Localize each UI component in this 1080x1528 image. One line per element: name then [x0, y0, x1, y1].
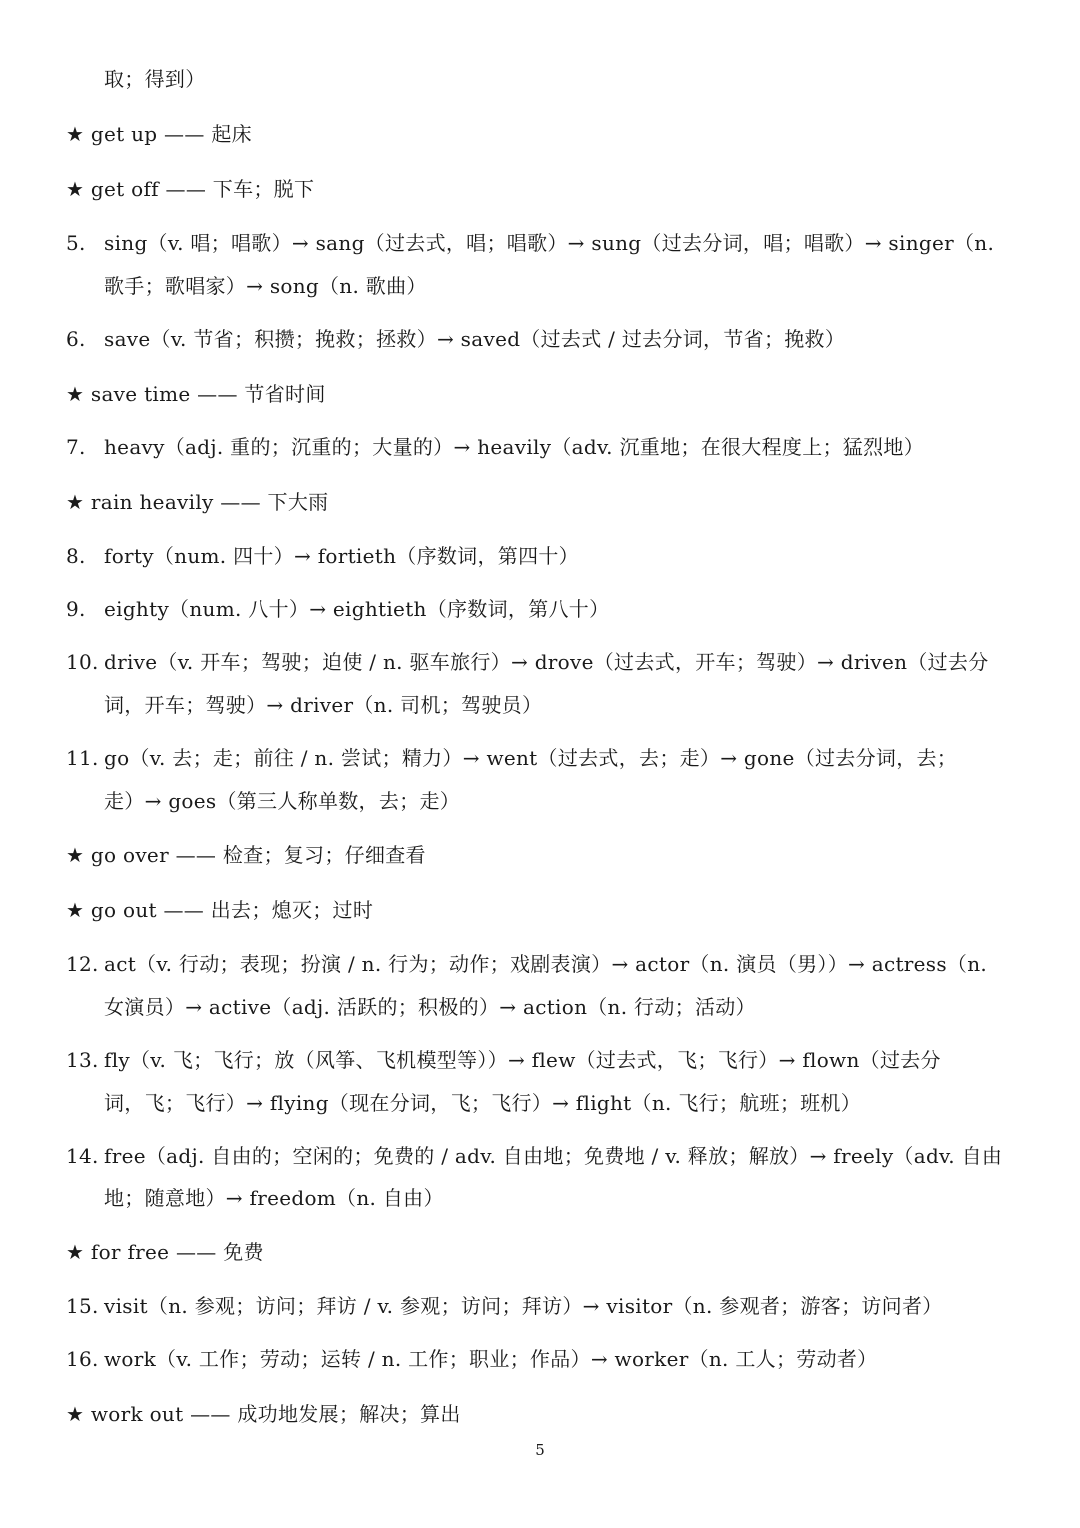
phrase-entry: ★ get up —— 起床	[66, 122, 252, 146]
phrase-entry: ★ save time —— 节省时间	[66, 382, 326, 406]
vocab-entry-text: eighty（num. 八十）→ eightieth（序数词，第八十）	[104, 597, 610, 621]
phrase-entry: ★ for free —— 免费	[66, 1240, 264, 1264]
vocab-entry-continuation: 词，飞；飞行）→ flying（现在分词，飞；飞行）→ flight（n. 飞行；航班；班机）	[104, 1091, 862, 1115]
vocab-entry-continuation: 走）→ goes（第三人称单数，去；走）	[104, 789, 461, 813]
item-number: 9.	[66, 597, 86, 621]
item-number: 15.	[66, 1294, 99, 1318]
vocab-entry-text: heavy（adj. 重的；沉重的；大量的）→ heavily（adv. 沉重地；在很大程度上；猛烈地）	[104, 435, 924, 459]
vocab-entry-text: save（v. 节省；积攒；挽救；拯救）→ saved（过去式 / 过去分词，节省；挽救）	[104, 327, 846, 351]
item-number: 16.	[66, 1347, 99, 1371]
vocab-entry-text: work（v. 工作；劳动；运转 / n. 工作；职业；作品）→ worker（n. 工人；劳动者）	[104, 1347, 878, 1371]
vocab-entry-continuation: 女演员）→ active（adj. 活跃的；积极的）→ action（n. 行动；活动）	[104, 995, 756, 1019]
item-number: 12.	[66, 952, 99, 976]
phrase-entry: ★ rain heavily —— 下大雨	[66, 490, 329, 514]
vocab-entry-text: fly（v. 飞；飞行；放（风筝、飞机模型等））→ flew（过去式，飞；飞行）→ flown（过去分	[104, 1048, 941, 1072]
phrase-entry: ★ get off —— 下车；脱下	[66, 177, 315, 201]
vocab-entry-continuation: 地；随意地）→ freedom（n. 自由）	[104, 1186, 444, 1210]
vocab-entry-text: forty（num. 四十）→ fortieth（序数词，第四十）	[104, 544, 579, 568]
vocab-entry-text: visit（n. 参观；访问；拜访 / v. 参观；访问；拜访）→ visitor（n. 参观者；游客；访问者）	[104, 1294, 943, 1318]
vocab-entry-text: drive（v. 开车；驾驶；迫使 / n. 驱车旅行）→ drove（过去式，开车；驾驶）→ driven（过去分	[104, 650, 989, 674]
phrase-entry: ★ work out —— 成功地发展；解决；算出	[66, 1402, 461, 1426]
item-number: 10.	[66, 650, 99, 674]
item-number: 13.	[66, 1048, 99, 1072]
phrase-entry: ★ go over —— 检查；复习；仔细查看	[66, 843, 426, 867]
vocab-entry-continuation: 词，开车；驾驶）→ driver（n. 司机；驾驶员）	[104, 693, 543, 717]
vocab-entry-text: sing（v. 唱；唱歌）→ sang（过去式，唱；唱歌）→ sung（过去分词，唱；唱歌）→ singer（n.	[104, 231, 995, 255]
item-number: 6.	[66, 327, 86, 351]
item-number: 7.	[66, 435, 86, 459]
page-number: 5	[535, 1441, 545, 1459]
vocab-entry-continuation: 歌手；歌唱家）→ song（n. 歌曲）	[104, 274, 427, 298]
item-number: 5.	[66, 231, 86, 255]
vocab-entry-text: free（adj. 自由的；空闲的；免费的 / adv. 自由地；免费地 / v. 释放；解放）→ freely（adv. 自由	[104, 1144, 1003, 1168]
item-number: 11.	[66, 746, 99, 770]
item-number: 8.	[66, 544, 86, 568]
vocab-entry-continuation: 取；得到）	[104, 67, 206, 91]
vocab-entry-text: go（v. 去；走；前往 / n. 尝试；精力）→ went（过去式，去；走）→ gone（过去分词，去；	[104, 746, 958, 770]
item-number: 14.	[66, 1144, 99, 1168]
phrase-entry: ★ go out —— 出去；熄灭；过时	[66, 898, 374, 922]
vocab-entry-text: act（v. 行动；表现；扮演 / n. 行为；动作；戏剧表演）→ actor（n. 演员（男））→ actress（n.	[104, 952, 988, 976]
